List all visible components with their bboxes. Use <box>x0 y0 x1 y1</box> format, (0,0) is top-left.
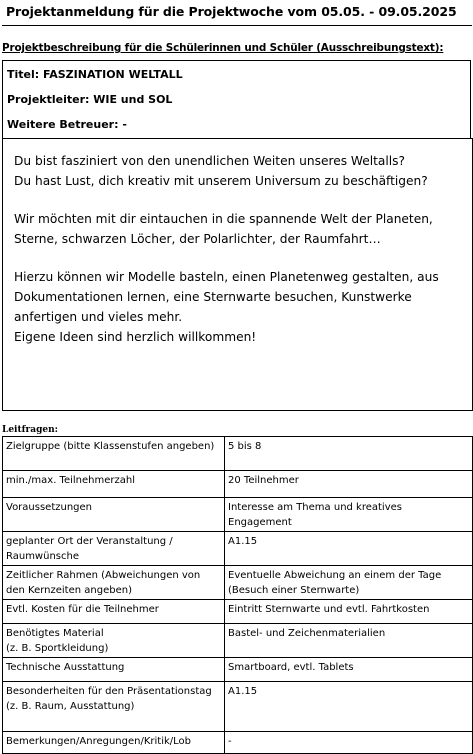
question-cell: Benötigtes Material (z. B. Sportkleidung) <box>3 624 225 658</box>
answer-cell: A1.15 <box>225 532 473 566</box>
table-row <box>3 437 473 471</box>
description-paragraph: Du bist fasziniert von den unendlichen Weiten unseres Weltalls? Du hast Lust, dich kreativ mit unserem Universum zu beschäftigen? <box>14 154 428 188</box>
leitfragen-label: Leitfragen: <box>2 425 58 435</box>
answer-cell: Interesse am Thema und kreatives Engagement <box>225 498 473 532</box>
answer-cell: 20 Teilnehmer <box>225 471 473 498</box>
question-cell: Zielgruppe (bitte Klassenstufen angeben) <box>3 437 225 471</box>
table-row <box>3 658 473 682</box>
section-heading: Projektbeschreibung für die Schülerinnen und Schüler (Ausschreibungstext): <box>2 42 444 54</box>
table-row <box>3 471 473 498</box>
answer-cell: A1.15 <box>225 682 473 732</box>
table-row <box>3 498 473 532</box>
answer-cell: Smartboard, evtl. Tablets <box>225 658 473 682</box>
answer-cell: - <box>225 732 473 754</box>
question-cell: Evtl. Kosten für die Teilnehmer <box>3 600 225 624</box>
table-row <box>3 600 473 624</box>
answer-cell: 5 bis 8 <box>225 437 473 471</box>
question-cell: Bemerkungen/Anregungen/Kritik/Lob <box>3 732 225 754</box>
project-info-box <box>2 60 471 139</box>
question-cell: Zeitlicher Rahmen (Abweichungen von den Kernzeiten angeben) <box>3 566 225 600</box>
title-divider <box>2 25 472 26</box>
table-row <box>3 682 473 732</box>
description-paragraph: Hierzu können wir Modelle basteln, einen Planetenweg gestalten, aus Dokumentationen lernen, eine Sternwarte besuchen, Kunstwerke anfertigen und vieles mehr. Eigene Ideen sind herzlich willkommen! <box>14 270 439 344</box>
table-row <box>3 532 473 566</box>
question-cell: Technische Ausstattung <box>3 658 225 682</box>
supervisors-line: Weitere Betreuer: - <box>7 118 127 131</box>
answer-cell: Eintritt Sternwarte und evtl. Fahrtkosten <box>225 600 473 624</box>
question-cell: Besonderheiten für den Präsentationstag (z. B. Raum, Ausstattung) <box>3 682 225 732</box>
answer-cell: Eventuelle Abweichung an einem der Tage (Besuch einer Sternwarte) <box>225 566 473 600</box>
description-paragraph: Wir möchten mit dir eintauchen in die spannende Welt der Planeten, Sterne, schwarzen Löcher, der Polarlichter, der Raumfahrt… <box>14 212 433 246</box>
table-row <box>3 732 473 754</box>
description-box <box>2 138 473 411</box>
answer-cell: Bastel- und Zeichenmaterialien <box>225 624 473 658</box>
page-title: Projektanmeldung für die Projektwoche vom 05.05. - 09.05.2025 <box>6 4 457 19</box>
leitfragen-table <box>2 436 473 754</box>
table-row <box>3 624 473 658</box>
table-row <box>3 566 473 600</box>
project-title-line: Titel: FASZINATION WELTALL <box>7 68 183 81</box>
project-leader-line: Projektleiter: WIE und SOL <box>7 93 173 106</box>
question-cell: min./max. Teilnehmerzahl <box>3 471 225 498</box>
question-cell: Voraussetzungen <box>3 498 225 532</box>
question-cell: geplanter Ort der Veranstaltung / Raumwünsche <box>3 532 225 566</box>
